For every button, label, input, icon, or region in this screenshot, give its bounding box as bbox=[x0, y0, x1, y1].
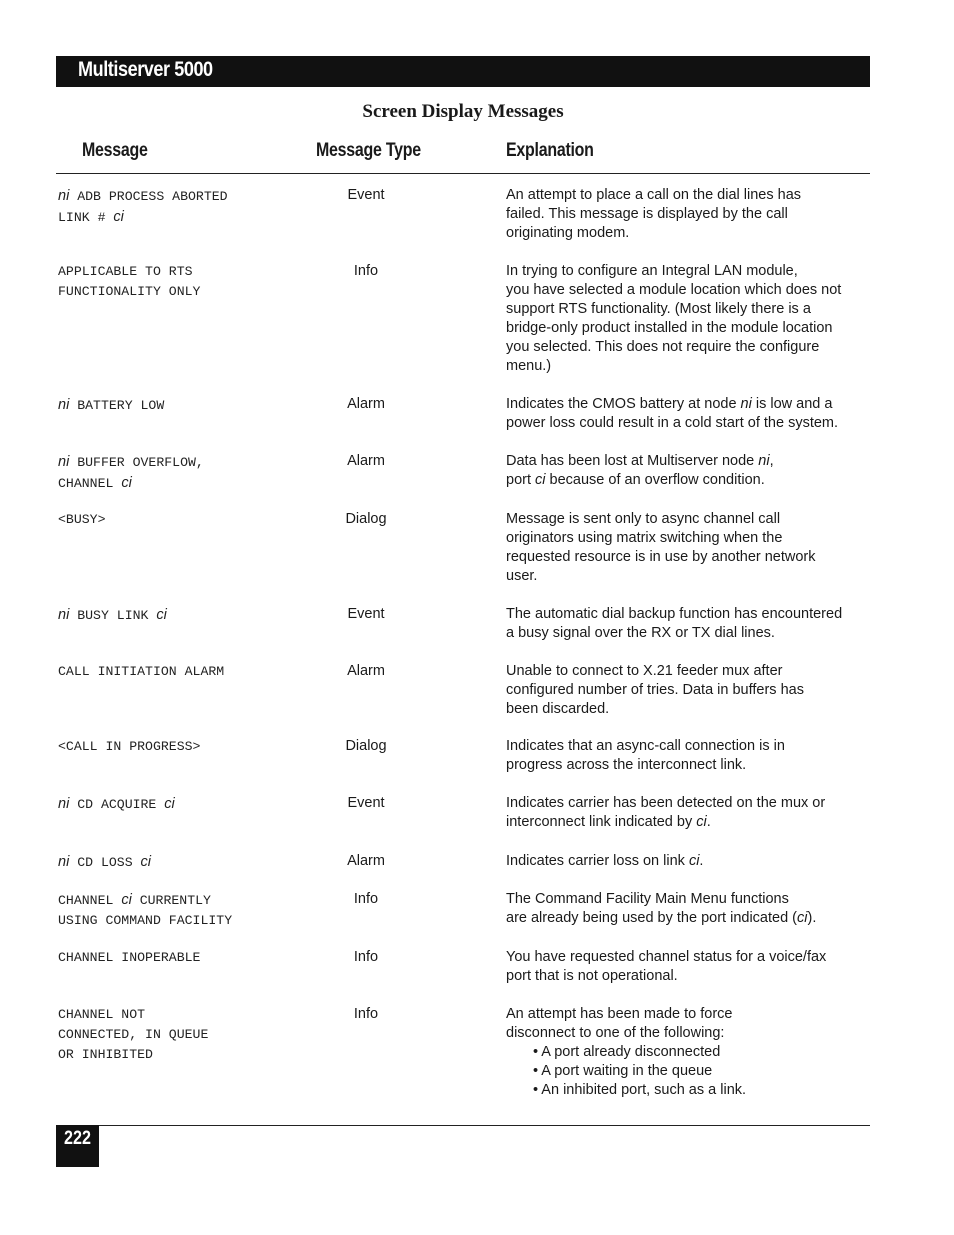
message-line bbox=[58, 1025, 308, 1045]
text-run: • An inhibited port, such as a link. bbox=[533, 1082, 747, 1098]
variable-text: ni bbox=[758, 453, 770, 469]
explanation-line bbox=[506, 262, 876, 281]
text-run: Indicates carrier has been detected on the mux or bbox=[506, 795, 826, 811]
section-title: Screen Display Messages bbox=[362, 101, 564, 122]
variable-text: ci bbox=[121, 892, 132, 908]
message-cell bbox=[58, 794, 308, 815]
message-cell bbox=[58, 605, 308, 626]
text-run: you have selected a module location which does not bbox=[506, 282, 842, 298]
explanation-line bbox=[506, 186, 876, 205]
text-run: failed. This message is displayed by the call bbox=[506, 206, 788, 222]
text-run: power loss could result in a cold start of the system. bbox=[506, 415, 839, 431]
text-run: CD LOSS bbox=[69, 855, 141, 870]
text-run: CONNECTED, IN QUEUE bbox=[58, 1027, 209, 1042]
explanation-line bbox=[506, 756, 876, 775]
message-type-cell: Alarm bbox=[347, 853, 385, 869]
message-line bbox=[58, 282, 308, 302]
text-run: ADB PROCESS ABORTED bbox=[69, 189, 228, 204]
explanation-cell bbox=[506, 852, 876, 871]
text-run: ). bbox=[807, 910, 817, 926]
bullet-item bbox=[506, 1043, 876, 1062]
text-run: Indicates the CMOS battery at node bbox=[506, 396, 741, 412]
explanation-cell bbox=[506, 1005, 876, 1100]
variable-text: ci bbox=[535, 472, 546, 488]
explanation-cell bbox=[506, 890, 876, 928]
message-line bbox=[58, 605, 308, 626]
header-rule bbox=[56, 173, 870, 174]
explanation-cell bbox=[506, 794, 876, 832]
message-line bbox=[58, 737, 308, 757]
text-run: LINK # bbox=[58, 210, 114, 225]
message-cell bbox=[58, 395, 308, 416]
variable-text: ci bbox=[688, 853, 700, 869]
variable-text: ni bbox=[58, 397, 70, 413]
message-cell bbox=[58, 452, 308, 494]
text-run: Data has been lost at Multiserver node bbox=[506, 453, 759, 469]
explanation-line bbox=[506, 605, 876, 624]
explanation-line bbox=[506, 205, 876, 224]
variable-text: ni bbox=[58, 454, 70, 470]
text-run: disconnect to one of the following: bbox=[506, 1025, 725, 1041]
text-run: . bbox=[706, 814, 711, 830]
variable-text: ci bbox=[156, 607, 167, 623]
text-run: user. bbox=[506, 568, 538, 584]
message-type-cell: Event bbox=[347, 187, 385, 203]
explanation-line bbox=[506, 452, 876, 471]
text-run: <CALL IN PROGRESS> bbox=[58, 739, 201, 754]
text-run: been discarded. bbox=[506, 701, 610, 717]
text-run: progress across the interconnect link. bbox=[506, 757, 747, 773]
variable-text: ci bbox=[164, 796, 175, 812]
variable-text: ci bbox=[140, 854, 152, 870]
explanation-line bbox=[506, 529, 876, 548]
text-run: You have requested channel status for a voice/fax bbox=[506, 949, 827, 965]
text-run: BUFFER OVERFLOW, bbox=[69, 455, 204, 470]
text-run: CHANNEL bbox=[58, 893, 122, 908]
message-type-cell: Info bbox=[353, 949, 379, 965]
text-run: CHANNEL INOPERABLE bbox=[58, 950, 201, 965]
explanation-line bbox=[506, 357, 876, 376]
message-line bbox=[58, 852, 308, 873]
bullet-item bbox=[506, 1081, 876, 1100]
explanation-line bbox=[506, 548, 876, 567]
text-run: CHANNEL bbox=[58, 476, 122, 491]
explanation-line bbox=[506, 662, 876, 681]
message-cell bbox=[58, 510, 308, 530]
message-line bbox=[58, 395, 308, 416]
explanation-line bbox=[506, 681, 876, 700]
explanation-cell bbox=[506, 186, 876, 243]
variable-text: ci bbox=[113, 209, 124, 225]
message-line bbox=[58, 452, 308, 473]
text-run: OR INHIBITED bbox=[58, 1047, 153, 1062]
message-cell bbox=[58, 852, 308, 873]
explanation-line bbox=[506, 1024, 876, 1043]
message-type-cell: Event bbox=[347, 606, 385, 622]
text-run: CALL INITIATION ALARM bbox=[58, 664, 225, 679]
message-type-cell: Info bbox=[353, 263, 379, 279]
explanation-line bbox=[506, 967, 876, 986]
text-run: FUNCTIONALITY ONLY bbox=[58, 284, 201, 299]
explanation-cell bbox=[506, 605, 876, 643]
message-type-cell: Alarm bbox=[347, 453, 385, 469]
message-cell bbox=[58, 890, 308, 931]
header-bar bbox=[56, 56, 870, 87]
message-cell bbox=[58, 737, 308, 757]
text-run: • A port already disconnected bbox=[533, 1044, 721, 1060]
text-run: is low and a bbox=[751, 396, 833, 412]
variable-text: ni bbox=[740, 396, 752, 412]
message-type-cell: Dialog bbox=[345, 511, 387, 527]
text-run: In trying to configure an Integral LAN module, bbox=[506, 263, 798, 279]
explanation-line bbox=[506, 909, 876, 928]
message-cell bbox=[58, 186, 308, 228]
explanation-line bbox=[506, 300, 876, 319]
manual-title: Multiserver 5000 bbox=[78, 58, 213, 81]
explanation-line bbox=[506, 737, 876, 756]
text-run: Indicates carrier loss on link bbox=[506, 853, 689, 869]
explanation-line bbox=[506, 700, 876, 719]
variable-text: ni bbox=[58, 188, 70, 204]
text-run: configured number of tries. Data in buffers has bbox=[506, 682, 804, 698]
text-run: a busy signal over the RX or TX dial lines. bbox=[506, 625, 775, 641]
text-run: An attempt has been made to force bbox=[506, 1006, 733, 1022]
message-line bbox=[58, 1045, 308, 1065]
message-type-cell: Info bbox=[353, 1006, 379, 1022]
explanation-line bbox=[506, 224, 876, 243]
text-run: you selected. This does not require the configure bbox=[506, 339, 820, 355]
explanation-line bbox=[506, 794, 876, 813]
text-run: Indicates that an async-call connection is in bbox=[506, 738, 785, 754]
message-line bbox=[58, 186, 308, 207]
explanation-cell bbox=[506, 395, 876, 433]
message-cell bbox=[58, 948, 308, 968]
variable-text: ci bbox=[121, 475, 132, 491]
message-type-cell: Alarm bbox=[347, 396, 385, 412]
message-line bbox=[58, 1005, 308, 1025]
text-run: originators using matrix switching when the bbox=[506, 530, 783, 546]
explanation-line bbox=[506, 281, 876, 300]
message-line bbox=[58, 794, 308, 815]
explanation-line bbox=[506, 414, 876, 433]
column-header-message-type: Message Type bbox=[316, 140, 421, 161]
message-line bbox=[58, 473, 308, 494]
explanation-line bbox=[506, 338, 876, 357]
message-line bbox=[58, 510, 308, 530]
text-run: support RTS functionality. (Most likely there is a bbox=[506, 301, 811, 317]
variable-text: ci bbox=[696, 814, 707, 830]
text-run: bridge-only product installed in the module location bbox=[506, 320, 833, 336]
message-type-cell: Dialog bbox=[345, 738, 387, 754]
explanation-line bbox=[506, 1005, 876, 1024]
page-number: 222 bbox=[64, 1128, 91, 1149]
text-run: CURRENTLY bbox=[131, 893, 211, 908]
text-run: • A port waiting in the queue bbox=[533, 1063, 713, 1079]
text-run: An attempt to place a call on the dial lines has bbox=[506, 187, 802, 203]
text-run: are already being used by the port indicated ( bbox=[506, 910, 797, 926]
explanation-line bbox=[506, 624, 876, 643]
message-line bbox=[58, 262, 308, 282]
explanation-cell bbox=[506, 948, 876, 986]
explanation-line bbox=[506, 813, 876, 832]
text-run: BATTERY LOW bbox=[69, 398, 165, 413]
message-cell bbox=[58, 262, 308, 302]
text-run: port bbox=[506, 472, 536, 488]
text-run: The Command Facility Main Menu functions bbox=[506, 891, 789, 907]
text-run: <BUSY> bbox=[58, 512, 106, 527]
variable-text: ci bbox=[797, 910, 808, 926]
message-cell bbox=[58, 662, 308, 682]
explanation-cell bbox=[506, 737, 876, 775]
text-run: port that is not operational. bbox=[506, 968, 678, 984]
text-run: interconnect link indicated by bbox=[506, 814, 697, 830]
text-run: requested resource is in use by another network bbox=[506, 549, 816, 565]
message-line bbox=[58, 911, 308, 931]
text-run: APPLICABLE TO RTS bbox=[58, 264, 193, 279]
explanation-cell bbox=[506, 662, 876, 719]
explanation-line bbox=[506, 890, 876, 909]
explanation-line bbox=[506, 471, 876, 490]
explanation-line bbox=[506, 319, 876, 338]
column-header-explanation: Explanation bbox=[506, 140, 594, 161]
text-run: The automatic dial backup function has encountered bbox=[506, 606, 843, 622]
text-run: menu.) bbox=[506, 358, 552, 374]
explanation-cell bbox=[506, 262, 876, 376]
text-run: Message is sent only to async channel call bbox=[506, 511, 781, 527]
explanation-line bbox=[506, 567, 876, 586]
text-run: USING COMMAND FACILITY bbox=[58, 913, 233, 928]
explanation-line bbox=[506, 395, 876, 414]
explanation-cell bbox=[506, 510, 876, 586]
message-type-cell: Event bbox=[347, 795, 385, 811]
explanation-line bbox=[506, 948, 876, 967]
text-run: because of an overflow condition. bbox=[545, 472, 765, 488]
message-line bbox=[58, 207, 308, 228]
footer-rule bbox=[56, 1125, 870, 1126]
bullet-item bbox=[506, 1062, 876, 1081]
message-line bbox=[58, 890, 308, 911]
explanation-line bbox=[506, 852, 876, 871]
message-type-cell: Alarm bbox=[347, 663, 385, 679]
variable-text: ni bbox=[58, 607, 70, 623]
text-run: originating modem. bbox=[506, 225, 630, 241]
explanation-line bbox=[506, 510, 876, 529]
text-run: CD ACQUIRE bbox=[69, 797, 165, 812]
text-run: , bbox=[769, 453, 774, 469]
message-line bbox=[58, 948, 308, 968]
text-run: BUSY LINK bbox=[69, 608, 157, 623]
message-type-cell: Info bbox=[353, 891, 379, 907]
text-run: Unable to connect to X.21 feeder mux after bbox=[506, 663, 783, 679]
message-line bbox=[58, 662, 308, 682]
explanation-cell bbox=[506, 452, 876, 490]
variable-text: ni bbox=[58, 854, 70, 870]
variable-text: ni bbox=[58, 796, 70, 812]
message-cell bbox=[58, 1005, 308, 1065]
page-number-box bbox=[56, 1125, 99, 1167]
text-run: CHANNEL NOT bbox=[58, 1007, 146, 1022]
column-header-message: Message bbox=[82, 140, 148, 161]
text-run: . bbox=[699, 853, 704, 869]
